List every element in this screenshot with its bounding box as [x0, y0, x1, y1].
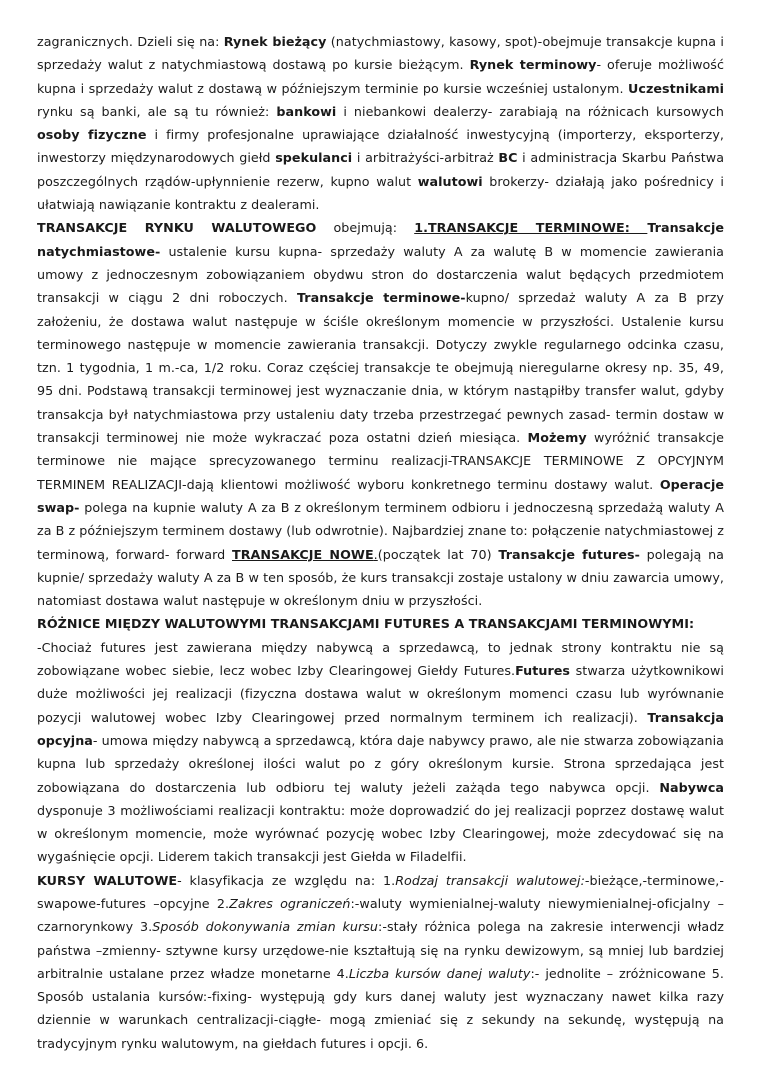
- term-rate-change-method: Sposób dokonywania zmian kursu: [152, 919, 379, 935]
- term-futures-transactions: Transakcje futures-: [498, 546, 640, 562]
- text-run: :-stały różnica polega na zakresie interwencji władz państwa –zmienny- sztywne kursy urzędowe-nie kształtują się na rynku dewizowym, są mniej lub bardziej arbitralnie ustalane przez władze monetarne 4.: [37, 919, 725, 981]
- paragraph-differences: [37, 636, 724, 869]
- term-option-transaction: Transakcja opcyjna: [37, 709, 724, 748]
- heading-fx-transactions: TRANSAKCJE RYNKU WALUTOWEGO: [37, 220, 317, 236]
- term-transaction-type: Rodzaj transakcji walutowej:: [395, 872, 585, 888]
- text-run: i niebankowi dealerzy- zarabiają na różnicach kursowych: [336, 103, 725, 119]
- paragraph-exchange-rates: [37, 869, 724, 1055]
- term-forward-market: Rynek terminowy: [469, 57, 597, 73]
- heading-differences: [37, 612, 724, 635]
- heading-forward-transactions: 1.TRANSAKCJE TERMINOWE:: [414, 220, 648, 236]
- heading-new-transactions: TRANSAKCJE NOWE: [232, 546, 374, 562]
- text-run: - umowa między nabywcą a sprzedawcą, która daje nabywcy prawo, ale nie stwarza zobowiązania kupna lub sprzedaży określonej ilości walut po z góry określonym kursie. Strona sprzedająca jest zobowiązana do dostarczenia lub odbioru tej waluty jeżeli zażąda tego nabywca opcji.: [37, 732, 724, 795]
- text-run: zagranicznych. Dzieli się na:: [37, 34, 224, 49]
- text-run: wyróżnić transakcje terminowe nie mające sprecyzowanego terminu realizacji-TRANSAKCJE TERMINOWE Z OPCYJNYM TERMINEM REALIZACJI-dają klientowi możliwość wyboru konkretnego terminu dostawy walut.: [37, 430, 724, 492]
- text-run: i administracja Skarbu Państwa poszczególnych rządów-upłynnienie rezerw, kupno walut: [37, 150, 725, 189]
- text-run: -bieżące,-terminowe,-swapowe-futures –opcyjne 2.: [37, 872, 724, 911]
- text-run: polega na kupnie waluty A za B z określonym terminem odbioru i jednoczesną sprzedażą waluty A za B z późniejszym terminem dostawy (lub odwrotnie). Najbardziej znane to: połączenie natychmiastowej z terminową, forward- forward: [37, 499, 724, 562]
- text-run: brokerzy- działają jako pośrednicy i ułatwiają nawiązanie kontraktu z dealerami.: [37, 173, 724, 213]
- text-run: (początek lat 70): [377, 546, 499, 562]
- text-run: stwarza użytkownikowi duże możliwości jej realizacji (fizyczna dostawa walut w określonym momenci czasu lub wyrównanie pozycji walutowej wobec Izby Clearingowej przed normalnym terminem ich realizacji).: [37, 663, 724, 725]
- term-forward-transactions: Transakcje terminowe-: [296, 290, 466, 306]
- text-run: -Chociaż futures jest zawierana między nabywcą a sprzedawcą, to jednak strony kontraktu nie są zobowiązane wobec siebie, lecz wobec Izby Clearingowej Giełdy Futures.: [37, 639, 724, 679]
- text-run: - klasyfikacja ze względu na: 1.: [177, 872, 396, 888]
- paragraph-fx-transactions: [37, 216, 724, 612]
- text-run: polegają na kupnie/ sprzedaży waluty A za B w ten sposób, że kurs transakcji zostaje ustalony w dniu zawarcia umowy, natomiast dostawa walut następuje w określonym dniu w przyszłości.: [37, 546, 724, 609]
- text-run: :-waluty wymienialnej-waluty niewymienialnej-oficjalny –czarnorynkowy 3.: [37, 895, 724, 935]
- paragraph-market-participants: [37, 30, 724, 216]
- term-participants: Uczestnikami: [628, 80, 724, 96]
- term-bc: BC: [498, 150, 518, 166]
- text-run: ustalenie kursu kupna- sprzedaży waluty A za walutę B w momencie zawierania umowy z jednoczesnym zobowiązaniem obydwu stron do dostarczenia walut będących przedmiotem transakcji w ciągu 2 dni roboczych.: [37, 243, 724, 306]
- text-run: :- jednolite – zróżnicowane 5. Sposób ustalania kursów:-fixing- występują gdy kurs danej waluty jest wyznaczany nawet kilka razy dziennie w warunkach centralizacji-ciągłe- mogą zmieniać się z sekundy na sekundę, występują na tradycyjnym rynku walutowym, na giełdach futures i opcji. 6.: [37, 965, 724, 1051]
- text-run: dysponuje 3 możliwościami realizacji kontraktu: może doprowadzić do jej realizacji poprzez dostawę walut w określonym momencie, może wyrównać pozycję wobec Izby Clearingowej, może zdecydować się na wygaśnięcie opcji. Liderem takich transakcji jest Giełda w Filadelfii.: [37, 802, 724, 865]
- term-currency: walutowi: [417, 173, 483, 189]
- text-run: .: [373, 546, 378, 562]
- term-speculators: spekulanci: [275, 150, 353, 166]
- term-bank: bankowi: [276, 103, 337, 119]
- text-run: rynku są banki, ale są tu również:: [37, 103, 277, 119]
- heading-exchange-rates: KURSY WALUTOWE: [37, 872, 178, 888]
- text-run: i arbitrażyści-arbitraż: [352, 150, 499, 166]
- term-spot-transactions: Transakcje natychmiastowe-: [37, 220, 724, 259]
- text-run: i firmy profesjonalne uprawiające działalność inwestycyjną (importerzy, eksporterzy, inwestorzy międzynarodowych giełd: [37, 127, 724, 166]
- heading-differences-text: RÓŻNICE MIĘDZY WALUTOWYMI TRANSAKCJAMI FUTURES A TRANSAKCJAMI TERMINOWYMI:: [37, 616, 695, 632]
- term-spot-market: Rynek bieżący: [223, 34, 327, 49]
- text-run: (natychmiastowy, kasowy, spot)-obejmuje transakcje kupna i sprzedaży walut z natychmiastową dostawą po kursie bieżącym.: [37, 34, 725, 73]
- term-restrictions: Zakres ograniczeń: [229, 895, 351, 911]
- text-run: obejmują:: [316, 220, 415, 236]
- term-rate-count: Liczba kursów danej waluty: [348, 965, 531, 981]
- term-individuals: osoby fizyczne: [37, 127, 147, 143]
- term-buyer: Nabywca: [659, 779, 724, 795]
- term-futures: Futures: [515, 663, 571, 679]
- term-we-can: Możemy: [527, 430, 587, 446]
- term-swap: Operacje swap-: [37, 476, 724, 515]
- text-run: kupno/ sprzedaż waluty A za B przy założeniu, że dostawa walut następuje w ściśle określonym momencie w przyszłości. Ustalenie kursu terminowego następuje w momencie zawierania transakcji. Dotyczy zwykle regularnego odcinka czasu, tzn. 1 tygodnia, 1 m.-ca, 1/2 roku. Coraz częściej transakcje te obejmują nieregularne okresy np. 35, 49, 95 dni. Podstawą transakcji terminowej jest wyznaczanie dnia, w którym nastąpiłby transfer walut, gdyby transakcja był natychmiastowa przy ustaleniu daty trzeba przestrzegać pewnych zasad- termin dostaw w transakcji terminowej nie może wykraczać poza ostatni dzień miesiąca.: [37, 290, 724, 446]
- text-run: - oferuje możliwość kupna i sprzedaży walut z dostawą w późniejszym terminie po kursie wcześniej ustalonym.: [37, 57, 724, 96]
